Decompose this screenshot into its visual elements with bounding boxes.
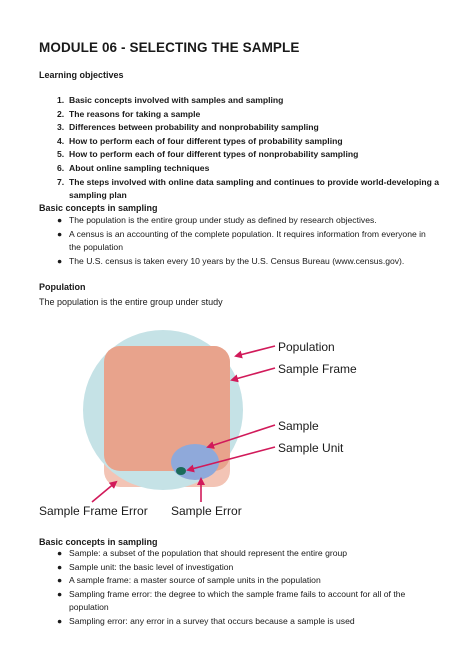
list-item: ● A census is an accounting of the complete population. It requires information from everyone in the population [57, 228, 426, 253]
sample-frame-arrow [232, 368, 275, 380]
list-item: ● Sampling error: any error in a survey that occurs because a sample is used [57, 615, 355, 626]
list-item: ● A sample frame: a master source of sample units in the population [57, 575, 321, 586]
list-item: ● The population is the entire group under study as defined by research objectives. [57, 215, 377, 225]
list-item: 5. How to perform each of four different types of nonprobability sampling [57, 149, 359, 160]
page-title: MODULE 06 - SELECTING THE SAMPLE [39, 40, 300, 55]
label-sample-error: Sample Error [171, 504, 242, 518]
list-item: ● Sample unit: the basic level of investigation [57, 561, 234, 572]
list-item: 4. How to perform each of four different types of probability sampling [57, 135, 343, 146]
sample-frame-error-arrow [92, 482, 116, 502]
list-item: ● The U.S. census is taken every 10 years by the U.S. Census Bureau (www.census.gov). [57, 255, 405, 266]
basic-concepts-heading-2: Basic concepts in sampling [39, 537, 158, 547]
list-item: 1. Basic concepts involved with samples and sampling [57, 95, 284, 105]
list-item: 2. The reasons for taking a sample [57, 108, 201, 119]
label-population: Population [278, 340, 335, 354]
sample-ellipse [171, 444, 219, 480]
population-heading: Population [39, 282, 86, 292]
list-item: 3. Differences between probability and nonprobability sampling [57, 122, 319, 133]
population-text: The population is the entire group under study [39, 297, 223, 307]
basic-concepts-heading: Basic concepts in sampling [39, 203, 158, 213]
label-sample-frame: Sample Frame [278, 362, 357, 376]
objectives-heading: Learning objectives [39, 70, 124, 80]
list-item: ● Sample: a subset of the population that should represent the entire group [57, 548, 348, 558]
definitions-list [39, 547, 439, 629]
label-sample-frame-error: Sample Frame Error [39, 504, 148, 518]
list-item: 7. The steps involved with online data sampling and continues to provide world-developing a sampling plan [57, 176, 440, 201]
population-arrow [236, 346, 275, 356]
list-item: ● Sampling frame error: the degree to which the sample frame fails to account for all of the population [57, 588, 406, 613]
sample-unit-dot [176, 467, 186, 475]
label-sample-unit: Sample Unit [278, 441, 344, 455]
list-item: 6. About online sampling techniques [57, 162, 210, 173]
label-sample: Sample [278, 419, 319, 433]
